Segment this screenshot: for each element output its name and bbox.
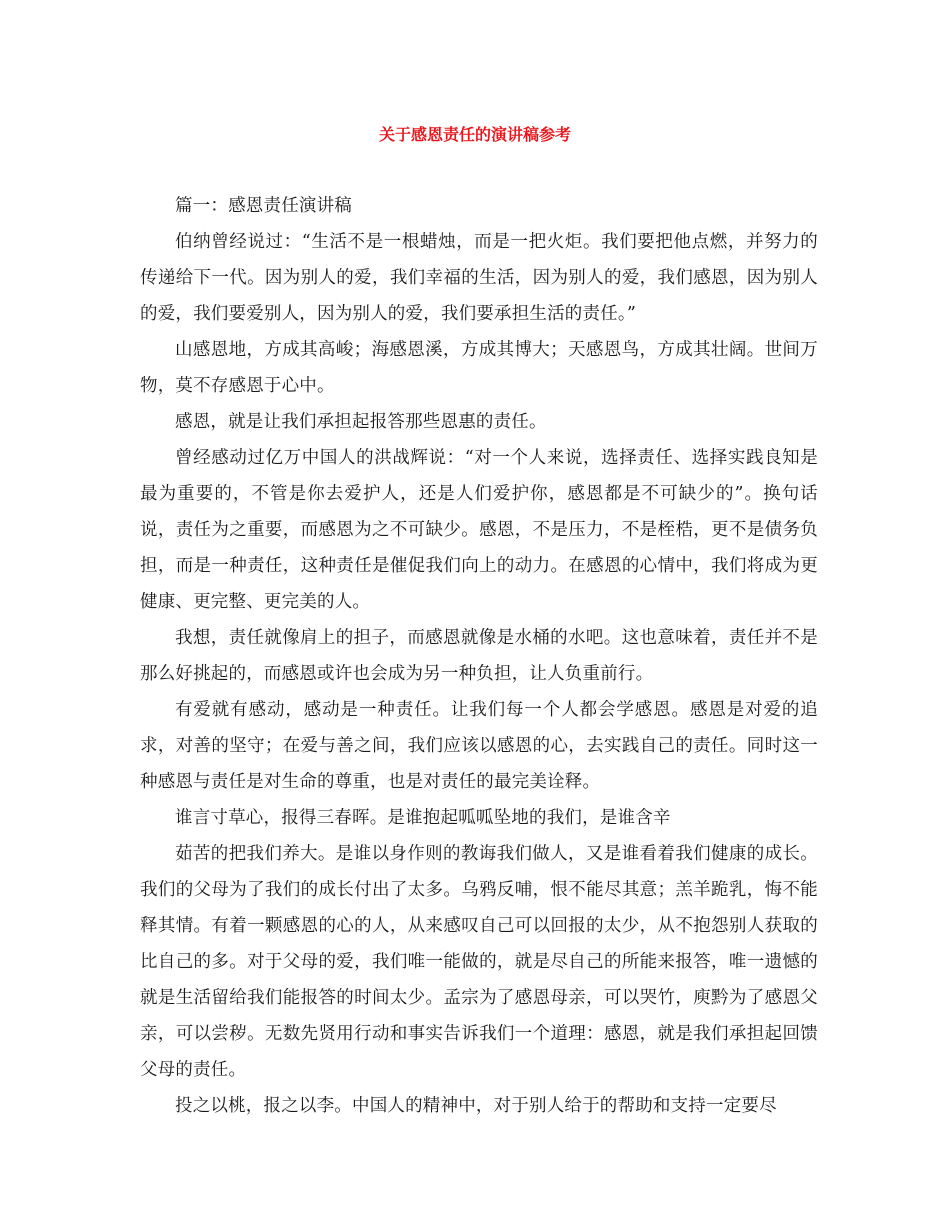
document-title: 关于感恩责任的演讲稿参考 (378, 125, 571, 144)
document-body (140, 188, 818, 1124)
paragraph: 谁言寸草心，报得三春晖。是谁抱起呱呱坠地的我们，是谁含辛 (175, 808, 671, 828)
paragraph: 茹苦的把我们养大。是谁以身作则的教诲我们做人，又是谁看着我们健康的成长。我们的父母为了我们的成长付出了太多。乌鸦反哺，恨不能尽其意；羔羊跪乳，悔不能释其情。有着一颗感恩的心的人，从来感叹自己可以回报的太少，从不抱怨别人获取的比自己的多。对于父母的爱，我们唯一能做的，就是尽自己的所能来报答，唯一遗憾的就是生活留给我们能报答的时间太少。孟宗为了感恩母亲，可以哭竹，庾黔为了感恩父亲，可以尝秽。无数先贤用行动和事实告诉我们一个道理：感恩，就是我们承担起回馈父母的责任。 (140, 844, 818, 1080)
paragraph: 有爱就有感动，感动是一种责任。让我们每一个人都会学感恩。感恩是对爱的追求，对善的坚守；在爱与善之间，我们应该以感恩的心，去实践自己的责任。同时这一种感恩与责任是对生命的尊重，也是对责任的最完美诠释。 (140, 700, 818, 792)
paragraph: 感恩，就是让我们承担起报答那些恩惠的责任。 (175, 412, 547, 432)
paragraph: 伯纳曾经说过：“生活不是一根蜡烛，而是一把火炬。我们要把他点燃，并努力的传递给下一代。因为别人的爱，我们幸福的生活，因为别人的爱，我们感恩，因为别人的爱，我们要爱别人，因为别人的爱，我们要承担生活的责任。” (140, 232, 818, 324)
paragraph: 我想，责任就像肩上的担子，而感恩就像是水桶的水吧。这也意味着，责任并不是那么好挑起的，而感恩或许也会成为另一种负担，让人负重前行。 (140, 628, 818, 684)
paragraph: 投之以桃，报之以李。中国人的精神中，对于别人给于的帮助和支持一定要尽 (175, 1096, 777, 1116)
paragraph: 篇一：感恩责任演讲稿 (175, 196, 352, 216)
paragraph: 山感恩地，方成其高峻；海感恩溪，方成其博大；天感恩鸟，方成其壮阔。世间万物，莫不存感恩于心中。 (140, 340, 818, 396)
paragraph: 曾经感动过亿万中国人的洪战辉说：“对一个人来说，选择责任、选择实践良知是最为重要的，不管是你去爱护人，还是人们爱护你，感恩都是不可缺少的”。换句话说，责任为之重要，而感恩为之不可缺少。感恩，不是压力，不是桎梏，更不是债务负担，而是一种责任，这种责任是催促我们向上的动力。在感恩的心情中，我们将成为更健康、更完整、更完美的人。 (140, 448, 818, 612)
